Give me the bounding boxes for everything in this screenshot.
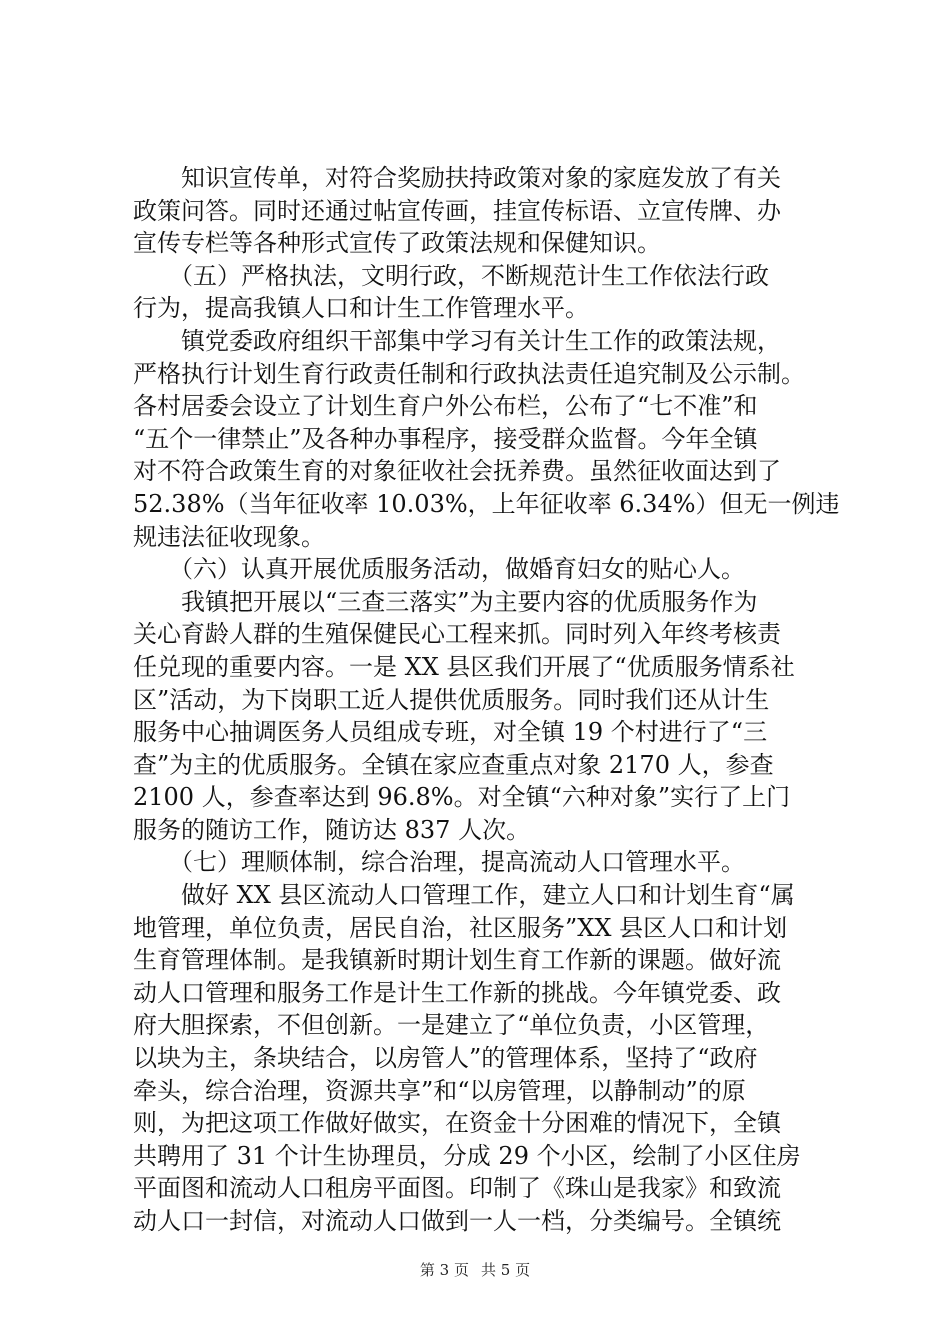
text-line: 我镇把开展以“三查三落实”为主要内容的优质服务作为 [133, 587, 758, 616]
text-line: 地管理，单位负责，居民自治，社区服务”XX 县区人口和计划 [133, 913, 788, 942]
text-line: 对不符合政策生育的对象征收社会抚养费。虽然征收面达到了 [133, 457, 781, 486]
text-line: “五个一律禁止”及各种办事程序，接受群众监督。今年全镇 [133, 424, 758, 453]
text-line: 服务中心抽调医务人员组成专班，对全镇 19 个村进行了“三 [133, 718, 768, 747]
text-line: 任兑现的重要内容。一是 XX 县区我们开展了“优质服务情系社 [133, 652, 795, 681]
text-line: 规违法征收现象。 [133, 522, 325, 551]
text-line: 关心育龄人群的生殖保健民心工程来抓。同时列入年终考核责 [133, 620, 781, 649]
text-line: 严格执行计划生育行政责任制和行政执法责任追究制及公示制。 [133, 359, 805, 388]
document-body [133, 162, 840, 1238]
text-line: 做好 XX 县区流动人口管理工作，建立人口和计划生育“属 [133, 881, 795, 910]
text-line: 则，为把这项工作做好做实，在资金十分困难的情况下，全镇 [133, 1109, 781, 1138]
text-line: 区”活动，为下岗职工近人提供优质服务。同时我们还从计生 [133, 685, 770, 714]
section-heading-7: （七）理顺体制，综合治理，提高流动人口管理水平。 [133, 848, 745, 877]
text-line: 共聘用了 31 个计生协理员，分成 29 个小区，绘制了小区住房 [133, 1141, 801, 1170]
section-heading-6: （六）认真开展优质服务活动，做婚育妇女的贴心人。 [133, 555, 745, 584]
text-line: 各村居委会设立了计划生育户外公布栏，公布了“七不准”和 [133, 392, 758, 421]
text-line: 行为，提高我镇人口和计生工作管理水平。 [133, 294, 589, 323]
text-line: 以块为主，条块结合，以房管人”的管理体系，坚持了“政府 [133, 1044, 758, 1073]
text-line: 52.38%（当年征收率 10.03%，上年征收率 6.34%）但无一例违 [133, 489, 840, 518]
text-line: 生育管理体制。是我镇新时期计划生育工作新的课题。做好流 [133, 946, 781, 975]
page-footer [0, 1260, 950, 1280]
text-line: 镇党委政府组织干部集中学习有关计生工作的政策法规， [133, 326, 781, 355]
text-line: 动人口管理和服务工作是计生工作新的挑战。今年镇党委、政 [133, 978, 781, 1007]
text-line: 动人口一封信，对流动人口做到一人一档，分类编号。全镇统 [133, 1207, 781, 1235]
text-line: 查”为主的优质服务。全镇在家应查重点对象 2170 人，参查 [133, 750, 774, 779]
text-line: 府大胆探索，不但创新。一是建立了“单位负责，小区管理， [133, 1011, 770, 1040]
page-total: 共 5 页 [481, 1261, 531, 1279]
text-line: 2100 人，参查率达到 96.8%。对全镇“六种对象”实行了上门 [133, 783, 791, 812]
text-line: 知识宣传单，对符合奖励扶持政策对象的家庭发放了有关 [133, 164, 781, 192]
text-line: 平面图和流动人口租房平面图。印制了《珠山是我家》和致流 [133, 1174, 781, 1203]
text-line: 政策问答。同时还通过帖宣传画，挂宣传标语、立宣传牌、办 [133, 196, 781, 225]
text-line: 宣传专栏等各种形式宣传了政策法规和保健知识。 [133, 229, 661, 258]
text-line: 牵头，综合治理，资源共享”和“以房管理，以静制动”的原 [133, 1076, 746, 1105]
text-line: 服务的随访工作，随访达 837 人次。 [133, 815, 531, 844]
page-number: 第 3 页 [419, 1261, 469, 1279]
section-heading-5: （五）严格执法，文明行政，不断规范计生工作依法行政 [133, 261, 769, 290]
